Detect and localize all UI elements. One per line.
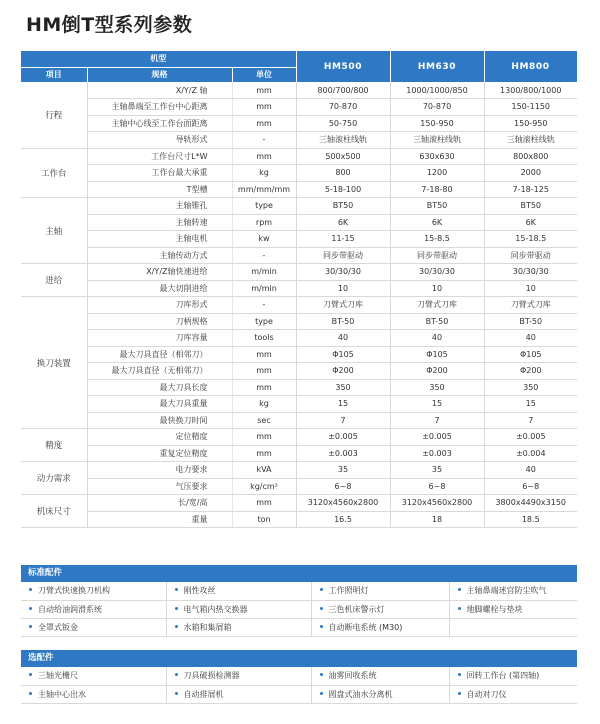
unit-cell: kg: [232, 396, 296, 413]
table-row: [21, 379, 577, 396]
value-cell: Φ105: [296, 346, 390, 363]
bullet-icon: [320, 692, 323, 695]
table-row: [21, 115, 577, 132]
value-cell: 630x630: [390, 148, 484, 165]
value-cell: 2000: [484, 165, 577, 182]
spec-cell: X/Y/Z 轴: [87, 82, 232, 99]
spec-cell: 最大切削进给: [87, 280, 232, 297]
spec-cell: 工作台尺寸L*W: [87, 148, 232, 165]
value-cell: 800/700/800: [296, 82, 390, 99]
value-cell: 30/30/30: [390, 264, 484, 281]
spec-cell: 最大刀具直径（相邻刀）: [87, 346, 232, 363]
value-cell: Φ105: [390, 346, 484, 363]
spec-cell: 长/宽/高: [87, 495, 232, 512]
value-cell: 40: [484, 462, 577, 479]
fitting-label: 主轴中心出水: [38, 689, 86, 699]
bullet-icon: [458, 673, 461, 676]
value-cell: 1000/1000/850: [390, 82, 484, 99]
value-cell: BT-50: [390, 313, 484, 330]
value-cell: 7-18-80: [390, 181, 484, 198]
table-row: [21, 462, 577, 479]
page-title: HM倒T型系列参数: [26, 14, 193, 36]
spec-cell: X/Y/Z轴快速进给: [87, 264, 232, 281]
fitting-item: [166, 582, 311, 600]
value-cell: 7: [484, 412, 577, 429]
header-model-hm500: HM500: [296, 51, 390, 82]
value-cell: 800x800: [484, 148, 577, 165]
table-row: [21, 313, 577, 330]
table-row: [21, 445, 577, 462]
table-row: [21, 478, 577, 495]
standard-fittings-title: 标准配件: [21, 565, 577, 582]
fitting-label: 自动给油润滑系统: [38, 604, 102, 614]
header-spec-label: 规格: [87, 67, 232, 82]
value-cell: 刀臂式刀库: [484, 297, 577, 314]
fitting-row: [21, 685, 577, 703]
value-cell: 6K: [390, 214, 484, 231]
value-cell: Φ200: [484, 363, 577, 380]
table-row: [21, 412, 577, 429]
value-cell: 1300/800/1000: [484, 82, 577, 99]
value-cell: ±0.004: [484, 445, 577, 462]
category-cell: 换刀装置: [21, 297, 87, 429]
table-row: [21, 247, 577, 264]
category-cell: 机床尺寸: [21, 495, 87, 528]
spec-cell: 重量: [87, 511, 232, 528]
value-cell: 350: [296, 379, 390, 396]
bullet-icon: [29, 607, 32, 610]
header-model-label: 机型: [21, 51, 296, 67]
category-cell: 精度: [21, 429, 87, 462]
table-row: [21, 148, 577, 165]
unit-cell: rpm: [232, 214, 296, 231]
spec-cell: 主轴传动方式: [87, 247, 232, 264]
bullet-icon: [175, 607, 178, 610]
unit-cell: -: [232, 132, 296, 149]
value-cell: 40: [390, 330, 484, 347]
fitting-label: 刀具破损检测器: [183, 671, 240, 681]
value-cell: BT-50: [484, 313, 577, 330]
table-row: [21, 132, 577, 149]
spec-cell: 主轴电机: [87, 231, 232, 248]
category-cell: 行程: [21, 82, 87, 148]
standard-fittings-grid: [21, 582, 577, 637]
fitting-label: 自动排屑机: [183, 689, 224, 699]
fitting-item: [449, 685, 577, 703]
value-cell: 150-950: [390, 115, 484, 132]
spec-cell: 工作台最大承重: [87, 165, 232, 182]
fitting-item: [166, 667, 311, 685]
unit-cell: tools: [232, 330, 296, 347]
fitting-label: 地脚螺栓与垫块: [466, 604, 523, 614]
bullet-icon: [29, 692, 32, 695]
value-cell: 7-18-125: [484, 181, 577, 198]
value-cell: 6~8: [390, 478, 484, 495]
fitting-row: [21, 600, 577, 618]
spec-cell: 气压要求: [87, 478, 232, 495]
value-cell: 三轴滚柱线轨: [484, 132, 577, 149]
fitting-label: 刚性攻丝: [183, 586, 216, 596]
value-cell: Φ200: [296, 363, 390, 380]
value-cell: 150-1150: [484, 99, 577, 116]
table-row: [21, 231, 577, 248]
spec-cell: 定位精度: [87, 429, 232, 446]
fitting-row: [21, 667, 577, 685]
spec-table-header: [21, 51, 577, 82]
value-cell: 10: [390, 280, 484, 297]
value-cell: 15: [296, 396, 390, 413]
fitting-label: 电气箱内热交换器: [183, 604, 248, 614]
value-cell: 40: [484, 330, 577, 347]
fitting-label: 圆盘式油水分离机: [328, 689, 393, 699]
fitting-item: [21, 685, 166, 703]
value-cell: 35: [296, 462, 390, 479]
value-cell: BT50: [484, 198, 577, 215]
value-cell: 10: [484, 280, 577, 297]
spec-cell: 最快换刀时间: [87, 412, 232, 429]
optional-fittings-grid: [21, 667, 577, 704]
fitting-item: [21, 582, 166, 600]
table-row: [21, 82, 577, 99]
unit-cell: sec: [232, 412, 296, 429]
value-cell: 15-18.5: [484, 231, 577, 248]
table-row: [21, 264, 577, 281]
value-cell: Φ105: [484, 346, 577, 363]
value-cell: BT50: [296, 198, 390, 215]
value-cell: 16.5: [296, 511, 390, 528]
unit-cell: mm: [232, 115, 296, 132]
fitting-item: [21, 600, 166, 618]
value-cell: 15: [390, 396, 484, 413]
bullet-icon: [458, 588, 461, 591]
value-cell: BT50: [390, 198, 484, 215]
value-cell: 15-8.5: [390, 231, 484, 248]
value-cell: 15: [484, 396, 577, 413]
unit-cell: mm: [232, 429, 296, 446]
unit-cell: mm: [232, 346, 296, 363]
value-cell: 6~8: [484, 478, 577, 495]
table-row: [21, 330, 577, 347]
value-cell: 10: [296, 280, 390, 297]
unit-cell: -: [232, 297, 296, 314]
bullet-icon: [175, 673, 178, 676]
value-cell: 18.5: [484, 511, 577, 528]
header-item-label: 项目: [21, 67, 87, 82]
unit-cell: mm: [232, 379, 296, 396]
bullet-icon: [320, 607, 323, 610]
unit-cell: kVA: [232, 462, 296, 479]
value-cell: ±0.005: [390, 429, 484, 446]
value-cell: 18: [390, 511, 484, 528]
unit-cell: ton: [232, 511, 296, 528]
unit-cell: mm: [232, 99, 296, 116]
spec-cell: 刀库形式: [87, 297, 232, 314]
spec-table-body: [21, 82, 577, 528]
fitting-item: [449, 618, 577, 636]
table-row: [21, 346, 577, 363]
header-unit-label: 单位: [232, 67, 296, 82]
value-cell: 350: [390, 379, 484, 396]
bullet-icon: [320, 625, 323, 628]
bullet-icon: [458, 692, 461, 695]
fitting-label: 水箱和集屑箱: [183, 622, 232, 632]
table-row: [21, 429, 577, 446]
table-row: [21, 363, 577, 380]
value-cell: 3120x4560x2800: [296, 495, 390, 512]
fitting-item: [311, 618, 449, 636]
fitting-item: [311, 600, 449, 618]
spec-cell: 刀柄规格: [87, 313, 232, 330]
value-cell: 7: [390, 412, 484, 429]
table-row: [21, 495, 577, 512]
value-cell: 70-870: [390, 99, 484, 116]
unit-cell: mm: [232, 445, 296, 462]
bullet-icon: [175, 588, 178, 591]
value-cell: 5-18-100: [296, 181, 390, 198]
bullet-icon: [320, 588, 323, 591]
fitting-item: [311, 667, 449, 685]
bullet-icon: [29, 673, 32, 676]
unit-cell: kg/cm²: [232, 478, 296, 495]
unit-cell: type: [232, 198, 296, 215]
value-cell: Φ200: [390, 363, 484, 380]
fitting-label: 自动断电系统 (M30): [328, 622, 403, 632]
fitting-item: [21, 667, 166, 685]
value-cell: 7: [296, 412, 390, 429]
optional-fittings-title: 选配件: [21, 650, 577, 667]
spec-cell: 最大刀具长度: [87, 379, 232, 396]
table-row: [21, 181, 577, 198]
spec-cell: 导轨形式: [87, 132, 232, 149]
value-cell: ±0.003: [390, 445, 484, 462]
value-cell: 6K: [484, 214, 577, 231]
table-row: [21, 214, 577, 231]
category-cell: 进给: [21, 264, 87, 297]
bullet-icon: [320, 673, 323, 676]
fitting-label: 主轴鼻端迷宫防尘吹气: [466, 586, 547, 596]
unit-cell: m/min: [232, 264, 296, 281]
header-model-hm800: HM800: [484, 51, 577, 82]
fitting-item: [449, 582, 577, 600]
value-cell: BT-50: [296, 313, 390, 330]
spec-cell: T型槽: [87, 181, 232, 198]
value-cell: 11-15: [296, 231, 390, 248]
header-model-hm630: HM630: [390, 51, 484, 82]
table-row: [21, 99, 577, 116]
value-cell: 40: [296, 330, 390, 347]
value-cell: 70-870: [296, 99, 390, 116]
value-cell: 30/30/30: [484, 264, 577, 281]
fitting-label: 工作照明灯: [328, 586, 369, 596]
spec-cell: 主轴锥孔: [87, 198, 232, 215]
value-cell: 三轴滚柱线轨: [296, 132, 390, 149]
fitting-row: [21, 618, 577, 636]
table-row: [21, 165, 577, 182]
value-cell: 1200: [390, 165, 484, 182]
standard-fittings-section: [21, 565, 577, 637]
unit-cell: -: [232, 247, 296, 264]
spec-cell: 主轴转速: [87, 214, 232, 231]
unit-cell: mm: [232, 148, 296, 165]
fitting-item: [449, 667, 577, 685]
fitting-item: [166, 685, 311, 703]
value-cell: 500x500: [296, 148, 390, 165]
fitting-item: [21, 618, 166, 636]
bullet-icon: [175, 625, 178, 628]
value-cell: 同步带驱动: [390, 247, 484, 264]
spec-cell: 主轴中心线至工作台面距离: [87, 115, 232, 132]
value-cell: 6~8: [296, 478, 390, 495]
value-cell: 30/30/30: [296, 264, 390, 281]
spec-cell: 刀库容量: [87, 330, 232, 347]
value-cell: ±0.005: [296, 429, 390, 446]
fitting-item: [311, 582, 449, 600]
spec-cell: 最大刀具重量: [87, 396, 232, 413]
value-cell: 6K: [296, 214, 390, 231]
unit-cell: mm: [232, 363, 296, 380]
spec-cell: 重复定位精度: [87, 445, 232, 462]
unit-cell: mm/mm/mm: [232, 181, 296, 198]
value-cell: 3800x4490x3150: [484, 495, 577, 512]
value-cell: ±0.005: [484, 429, 577, 446]
unit-cell: mm: [232, 82, 296, 99]
value-cell: 三轴滚柱线轨: [390, 132, 484, 149]
value-cell: 刀臂式刀库: [296, 297, 390, 314]
bullet-icon: [29, 588, 32, 591]
value-cell: 35: [390, 462, 484, 479]
optional-fittings-section: [21, 650, 577, 704]
unit-cell: kg: [232, 165, 296, 182]
value-cell: 800: [296, 165, 390, 182]
table-row: [21, 198, 577, 215]
table-row: [21, 297, 577, 314]
unit-cell: m/min: [232, 280, 296, 297]
table-row: [21, 396, 577, 413]
fitting-item: [166, 600, 311, 618]
fitting-item: [311, 685, 449, 703]
fitting-label: 三轴光栅尺: [38, 671, 78, 681]
bullet-icon: [458, 607, 461, 610]
spec-table: [21, 51, 578, 528]
table-row: [21, 511, 577, 528]
bullet-icon: [175, 692, 178, 695]
fitting-label: 回转工作台 (第四轴): [466, 671, 540, 681]
fitting-label: 自动对刀仪: [466, 689, 507, 699]
table-row: [21, 280, 577, 297]
value-cell: 350: [484, 379, 577, 396]
fitting-row: [21, 582, 577, 600]
fitting-label: 油雾回收系统: [328, 671, 377, 681]
fitting-label: 三色机床警示灯: [328, 604, 385, 614]
category-cell: 动力需求: [21, 462, 87, 495]
spec-cell: 主轴鼻端至工作台中心距离: [87, 99, 232, 116]
value-cell: 50-750: [296, 115, 390, 132]
value-cell: 刀臂式刀库: [390, 297, 484, 314]
bullet-icon: [29, 625, 32, 628]
value-cell: 3120x4560x2800: [390, 495, 484, 512]
fitting-label: 刀臂式快速换刀机构: [38, 586, 110, 596]
unit-cell: mm: [232, 495, 296, 512]
spec-cell: 电力要求: [87, 462, 232, 479]
value-cell: 150-950: [484, 115, 577, 132]
unit-cell: type: [232, 313, 296, 330]
fitting-label: 全罩式钣金: [38, 622, 78, 632]
value-cell: 同步带驱动: [296, 247, 390, 264]
value-cell: ±0.003: [296, 445, 390, 462]
fitting-item: [166, 618, 311, 636]
fitting-item: [449, 600, 577, 618]
spec-cell: 最大刀具直径（无相邻刀）: [87, 363, 232, 380]
unit-cell: kw: [232, 231, 296, 248]
category-cell: 主轴: [21, 198, 87, 264]
value-cell: 同步带驱动: [484, 247, 577, 264]
category-cell: 工作台: [21, 148, 87, 198]
